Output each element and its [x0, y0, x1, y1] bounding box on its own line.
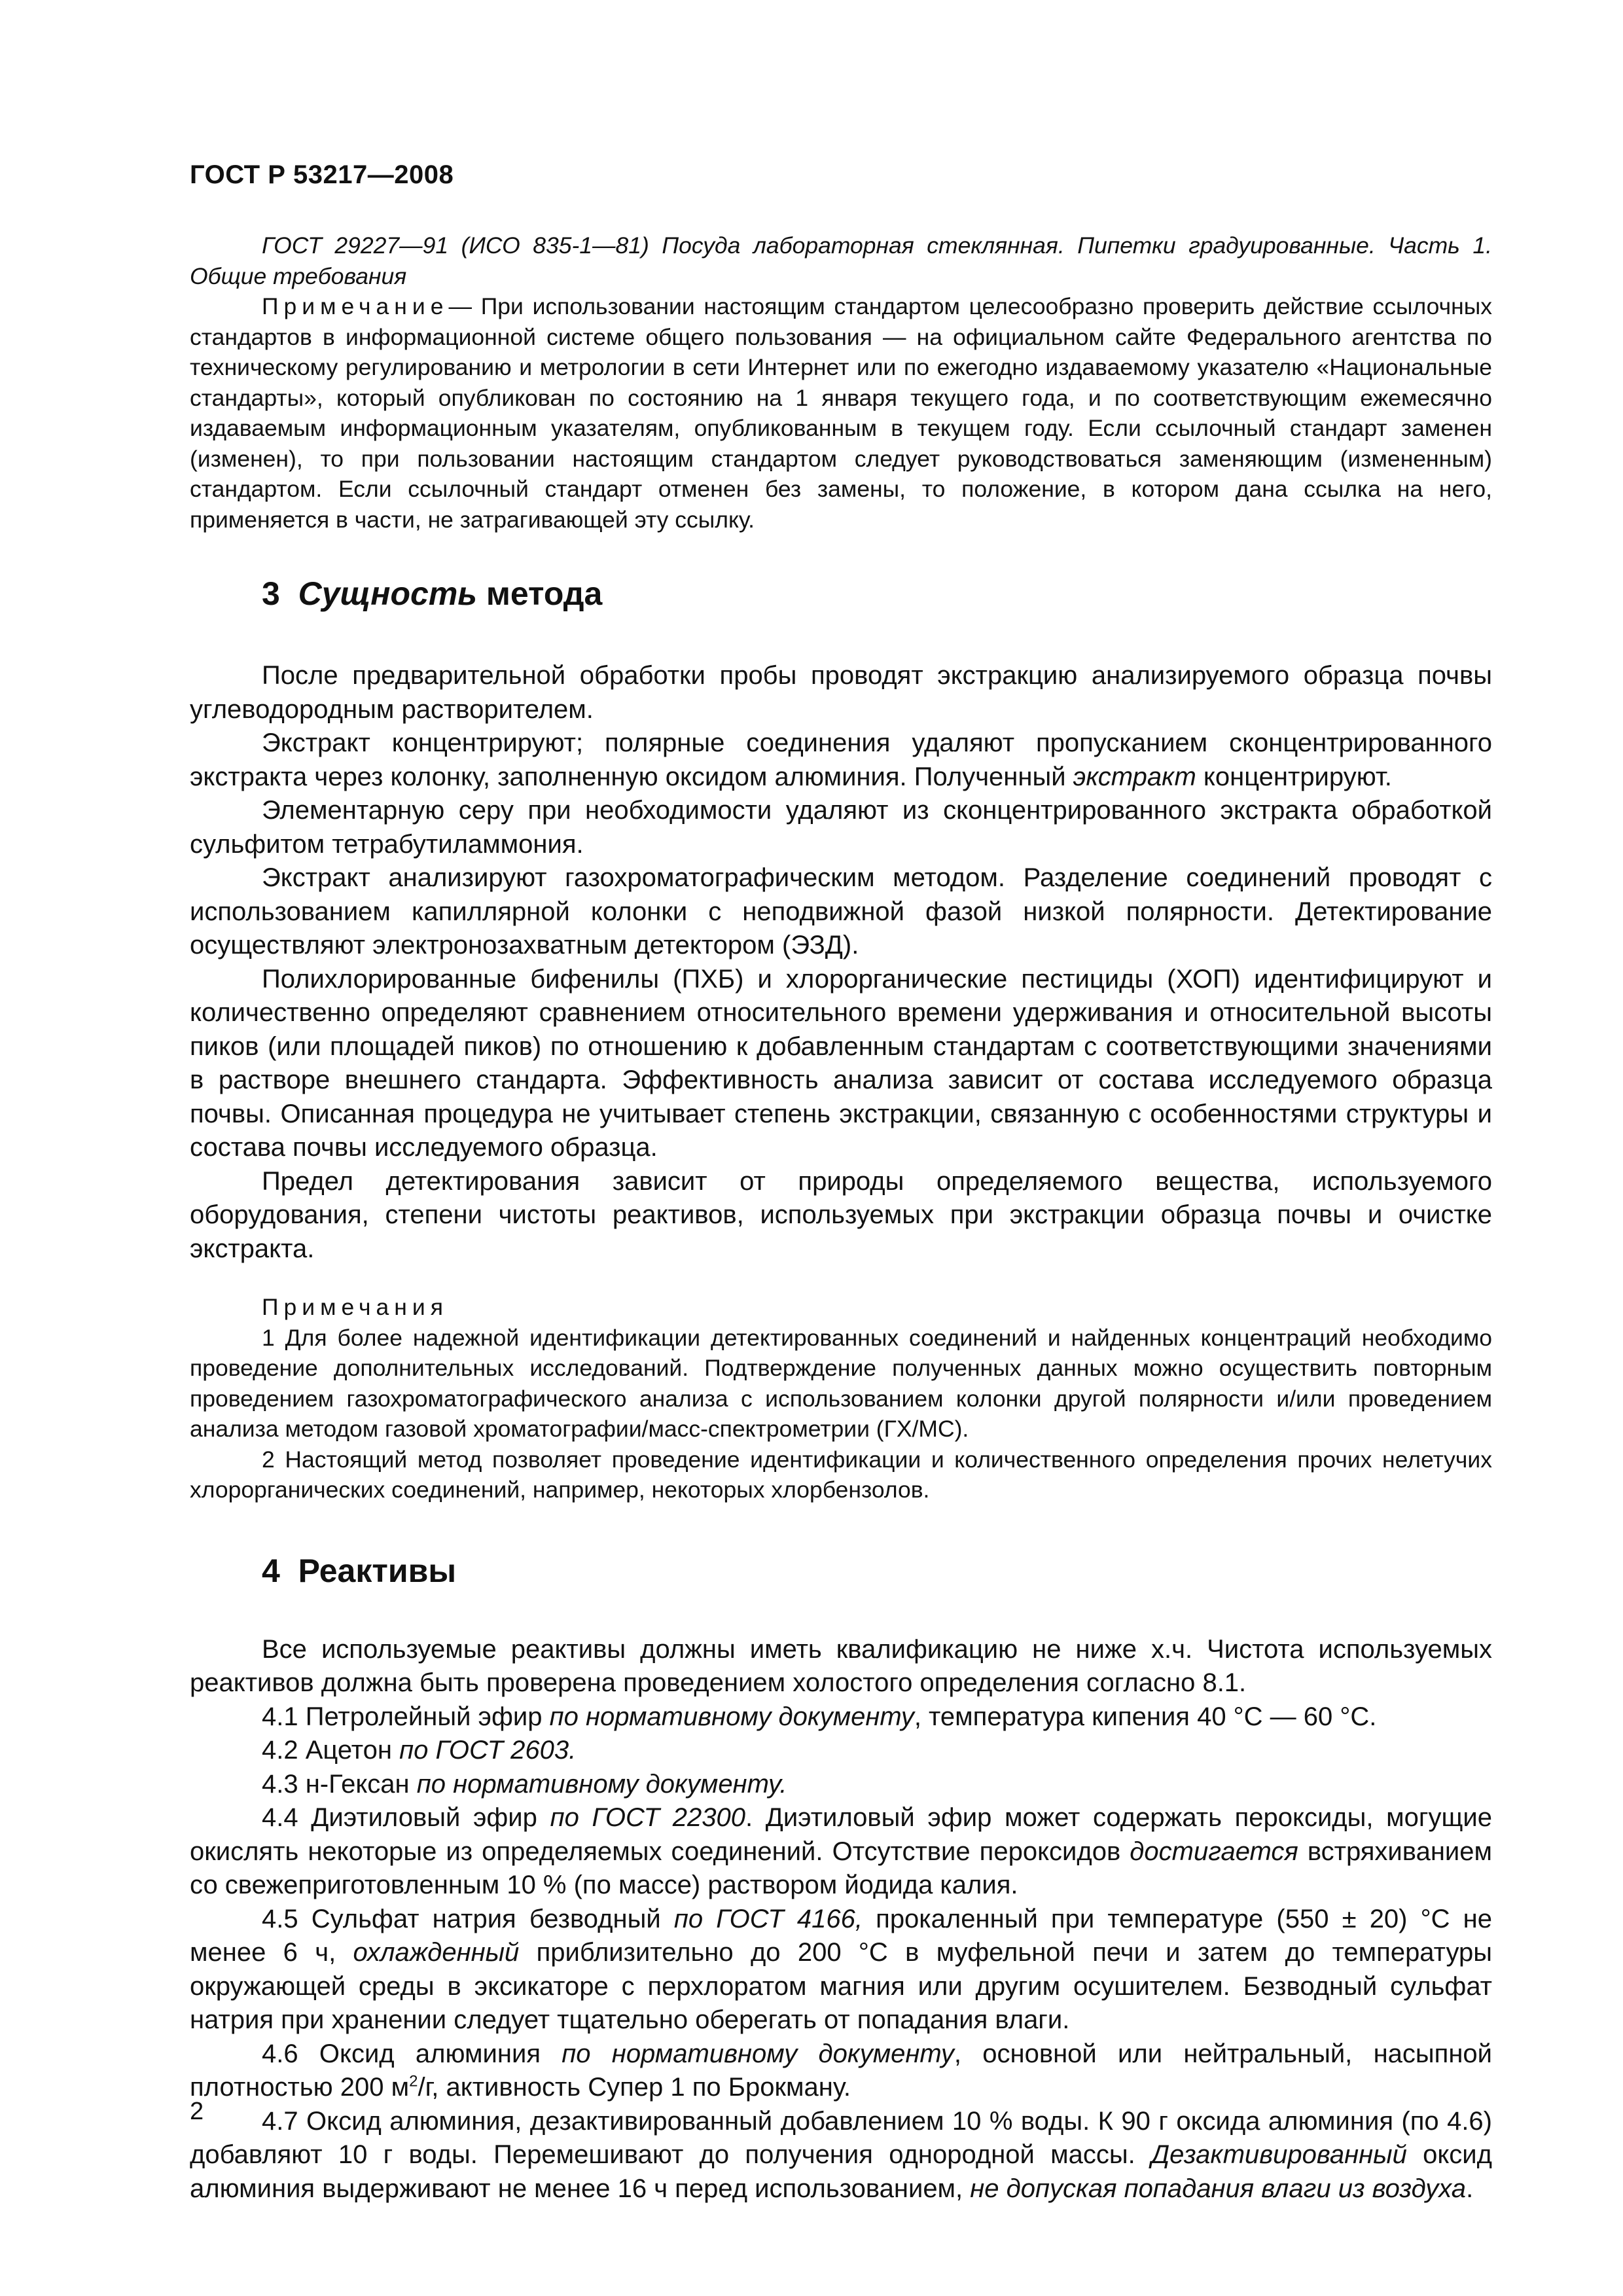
item-text: прокаленный при температуре (550 ± 20) °С не менее 6 ч,: [190, 1904, 1492, 1967]
note-label: Примечание: [262, 293, 449, 319]
paragraph-text: Экстракт концентрируют; полярные соединения удаляют пропусканием сконцентрированного экстракта через колонку, заполненную оксидом алюминия. Полученный: [190, 728, 1492, 791]
section-4-title-text: Реактивы: [298, 1552, 457, 1589]
item-italic: по нормативному документу.: [416, 1769, 787, 1799]
section-4-body: [190, 1633, 1492, 2206]
note-item: 1 Для более надежной идентификации детектированных соединений и найденных концентраций необходимо проведение дополнительных исследований. Подтверждение полученных данных можно осуществить повторным проведением газохроматографического анализа с использованием колонки другой полярности и/или проведением анализа методом газовой хроматографии/масс-спектрометрии (ГХ/МС).: [190, 1324, 1492, 1442]
reference-text: ГОСТ 29227—91 (ИСО 835-1—81) Посуда лабораторная стеклянная. Пипетки градуированные. Часть 1. Общие требования: [190, 232, 1492, 289]
page-content: [190, 230, 1492, 2206]
item-text: 4.3 н-Гексан: [262, 1769, 417, 1799]
superscript: 2: [409, 2072, 418, 2090]
item-italic: по ГОСТ 2603.: [399, 1736, 577, 1765]
item-text: , температура кипения 40 °С — 60 °С.: [914, 1702, 1377, 1731]
section-4-intro: Все используемые реактивы должны иметь квалификацию не ниже х.ч. Чистота используемых реактивов должна быть проверена проведением холостого определения согласно 8.1.: [190, 1634, 1492, 1697]
section-3-title-italic: Сущность: [298, 575, 477, 612]
item-text: оксид алюминия выдерживают не менее 16 ч перед использованием,: [190, 2140, 1492, 2203]
item-text: , основной или нейтральный, насыпной плотностью 200 м: [190, 2039, 1493, 2102]
document-header: ГОСТ Р 53217—2008: [190, 160, 454, 189]
paragraph-text: концентрируют.: [1196, 762, 1392, 791]
item-italic: достигается: [1130, 1837, 1298, 1866]
item-italic: не допуская попадания влаги из воздуха: [970, 2174, 1467, 2203]
references-block: [190, 230, 1492, 535]
note-item: 2 Настоящий метод позволяет проведение идентификации и количественного определения прочих нелетучих хлорорганических соединений, например, некоторых хлорбензолов.: [190, 1446, 1492, 1503]
item-text: 4.4 Диэтиловый эфир: [262, 1803, 550, 1832]
item-text: 4.7 Оксид алюминия, дезактивированный добавлением 10 % воды. К 90 г оксида алюминия (по 4.6) добавляют 10 г воды. Перемешивают до получения однородной массы.: [190, 2106, 1492, 2169]
section-3-paragraph: После предварительной обработки пробы проводят экстракцию анализируемого образца почвы углеводородным растворителем.: [190, 661, 1492, 724]
item-italic: по нормативному документу: [562, 2039, 954, 2068]
reagent-item-4-3: [190, 1768, 1492, 1802]
reagent-item-4-6: [190, 2037, 1492, 2105]
item-italic: по ГОСТ 22300: [550, 1803, 745, 1832]
reagent-item-4-4: [190, 1801, 1492, 1903]
section-3-paragraph: [190, 726, 1492, 794]
item-italic: по ГОСТ 4166,: [673, 1904, 863, 1933]
item-italic: по нормативному документу: [549, 1702, 914, 1731]
references-note: [190, 291, 1492, 535]
paragraph-italic: экстракт: [1073, 762, 1196, 791]
notes-label: Примечания: [262, 1294, 448, 1320]
section-3-notes: [190, 1292, 1492, 1505]
item-text: 4.1 Петролейный эфир: [262, 1702, 550, 1731]
item-text: приблизительно до 200 °С в муфельной печи и затем до температуры окружающей среды в эксикаторе с перхлоратом магния или другим осушителем. Безводный сульфат натрия при хранении следует тщательно оберегать от попадания влаги.: [190, 1938, 1492, 2034]
section-3-title-rest: метода: [476, 575, 603, 612]
reagent-item-4-5: [190, 1903, 1492, 2037]
item-italic: Дезактивированный: [1151, 2140, 1407, 2169]
section-3-paragraph: Экстракт анализируют газохроматографическим методом. Разделение соединений проводят с использованием капиллярной колонки с неподвижной фазой низкой полярности. Детектирование осуществляют электронозахватным детектором (ЭЗД).: [190, 863, 1492, 960]
section-3-paragraph: Предел детектирования зависит от природы определяемого вещества, используемого оборудования, степени чистоты реактивов, используемых при экстракции образца почвы и очистке экстракта.: [190, 1166, 1492, 1263]
item-text: . Диэтиловый эфир может содержать пероксиды, могущие окислять некоторые из определяемых соединений. Отсутствие пероксидов: [190, 1803, 1493, 1866]
section-3-body: [190, 659, 1492, 1266]
item-text: /г, активность Супер 1 по Брокману.: [418, 2073, 851, 2102]
item-italic: охлажденный: [353, 1938, 520, 1967]
section-4-title: [190, 1551, 1492, 1590]
note-text: — При использовании настоящим стандартом целесообразно проверить действие ссылочных стандартов в информационной системе общего пользования — на официальном сайте Федерального агентства по техническому регулированию и метрологии в сети Интернет или по ежегодно издаваемому указателю «Национальные стандарты», который опубликован по состоянию на 1 января текущего года, и по соответствующим ежемесячно издаваемым информационным указателям, опубликованным в текущем году. Если ссылочный стандарт заменен (изменен), то при пользовании настоящим стандартом следует руководствоваться заменяющим (измененным) стандартом. Если ссылочный стандарт отменен без замены, то положение, в котором дана ссылка на него, применяется в части, не затрагивающей эту ссылку.: [190, 293, 1492, 533]
item-text: 4.6 Оксид алюминия: [262, 2039, 562, 2068]
section-3-paragraph: Элементарную серу при необходимости удаляют из сконцентрированного экстракта обработкой сульфитом тетрабутиламмония.: [190, 796, 1492, 859]
section-3-title: [190, 574, 1492, 613]
page-number: 2: [190, 2098, 204, 2125]
item-text: 4.5 Сульфат натрия безводный: [262, 1904, 674, 1933]
reference-gost-29227: [190, 230, 1492, 291]
item-text: встряхиванием со свежеприготовленным 10 % (по массе) раствором йодида калия.: [190, 1837, 1492, 1899]
reagent-item-4-1: [190, 1700, 1492, 1734]
item-text: .: [1466, 2174, 1474, 2203]
reagent-item-4-2: [190, 1734, 1492, 1768]
reagent-item-4-7: [190, 2105, 1492, 2206]
item-text: 4.2 Ацетон: [262, 1736, 400, 1765]
section-3-paragraph: Полихлорированные бифенилы (ПХБ) и хлорорганические пестициды (ХОП) идентифицируют и количественно определяют сравнением относительного времени удерживания и относительной высоты пиков (или площадей пиков) по отношению к добавленным стандартам с соответствующими значениями в растворе внешнего стандарта. Эффективность анализа зависит от состава исследуемого образца почвы. Описанная процедура не учитывает степень экстракции, связанную с особенностями структуры и состава почвы исследуемого образца.: [190, 964, 1492, 1162]
section-3-number: 3: [262, 575, 280, 612]
section-4-number: 4: [262, 1552, 280, 1589]
